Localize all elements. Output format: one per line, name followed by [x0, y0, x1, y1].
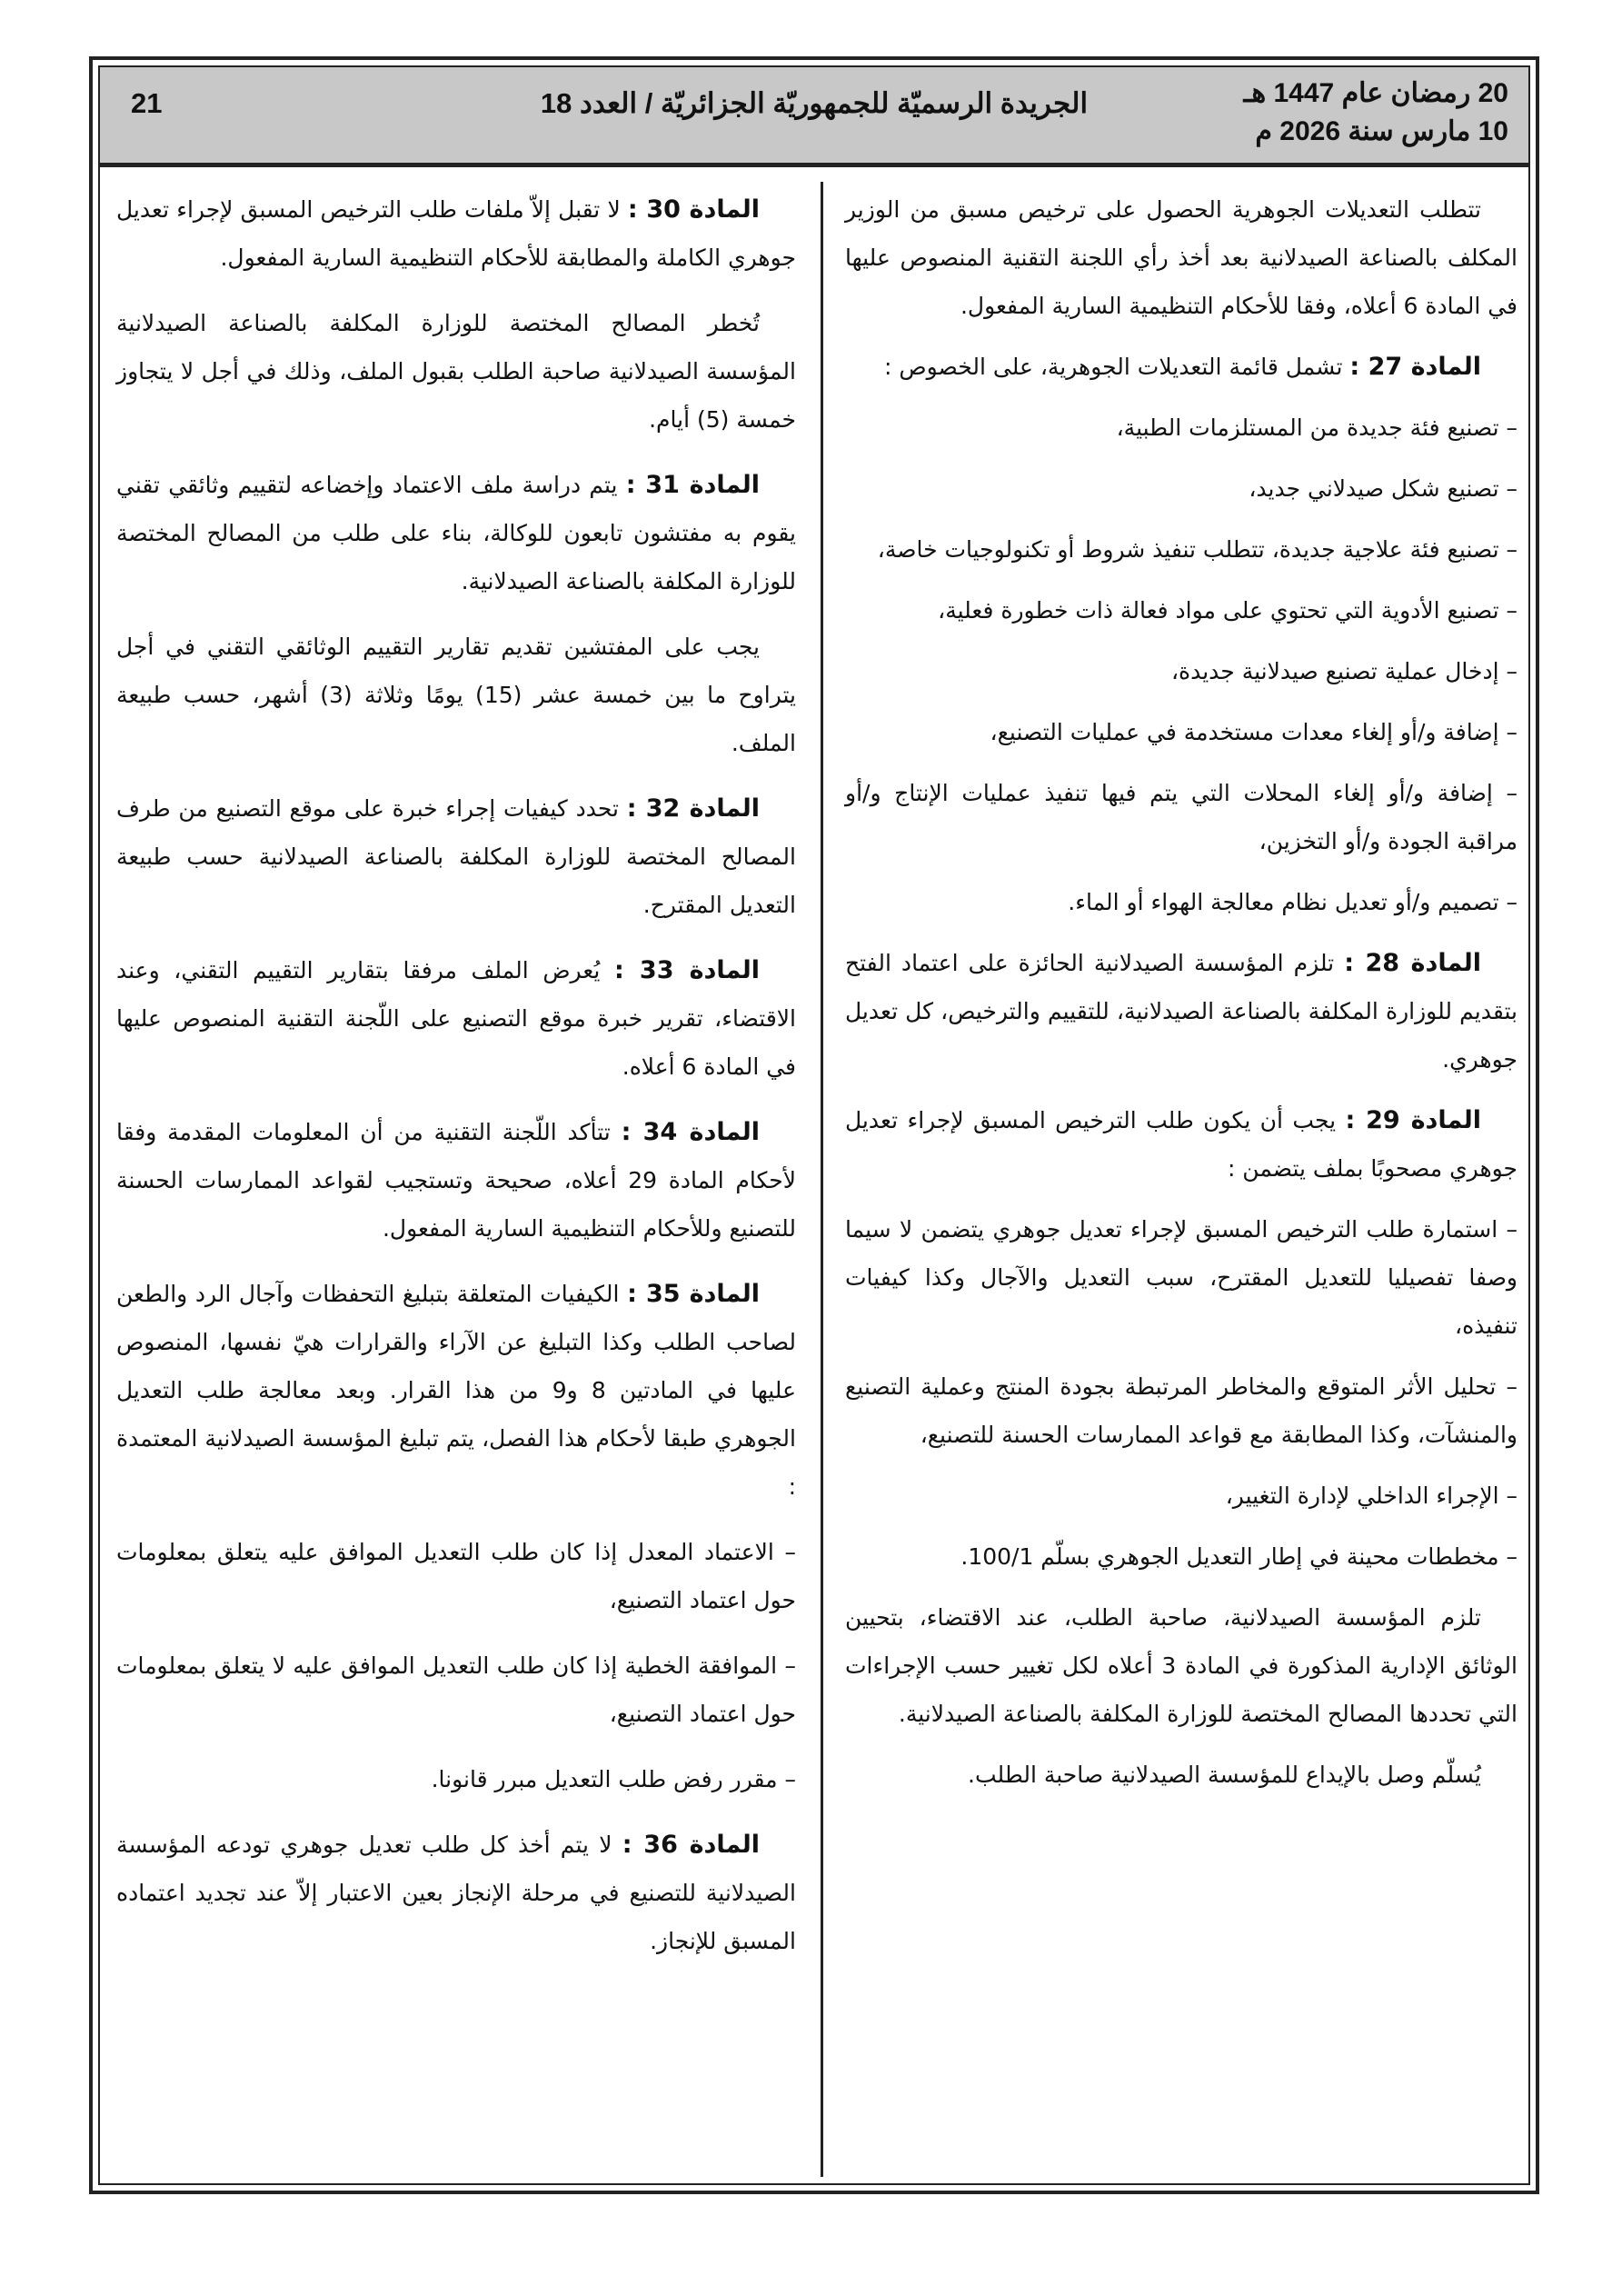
list-item	[845, 878, 1518, 926]
list-item	[845, 404, 1518, 452]
paragraph-text: يُعرض الملف مرفقا بتقارير التقييم التقني، وعند الاقتضاء، تقرير خبرة موقع التصنيع على اللّجنة التقنية المنصوص عليها في المادة 6 أعلاه.	[116, 957, 796, 1080]
paragraph	[845, 1751, 1518, 1799]
article-label: المادة 28 :	[1344, 949, 1481, 977]
list-item	[845, 464, 1518, 513]
article-label: المادة 34 :	[621, 1118, 760, 1146]
paragraph-text: يتم دراسة ملف الاعتماد وإخضاعه لتقييم وثائقي تقني يقوم به مفتشون تابعون للوكالة، بناء على طلب من المصالح المختصة للوزارة المكلفة بالصناعة الصيدلانية.	[116, 472, 796, 594]
paragraph-text: – مقرر رفض طلب التعديل مبرر قانونا.	[431, 1766, 796, 1792]
paragraph-text: تتأكد اللّجنة التقنية من أن المعلومات المقدمة وفقا لأحكام المادة 29 أعلاه، صحيحة وتستجيب لقواعد الممارسات الحسنة للتصنيع وللأحكام التنظيمية السارية المفعول.	[116, 1119, 796, 1242]
paragraph-text: تلزم المؤسسة الصيدلانية الحائزة على اعتماد الفتح بتقديم للوزارة المكلفة بالصناعة الصيدلانية، للتقييم والترخيص، كل تعديل جوهري.	[845, 950, 1518, 1073]
list-item	[116, 1642, 796, 1738]
column-divider	[821, 182, 823, 2177]
paragraph-text: الكيفيات المتعلقة بتبليغ التحفظات وآجال الرد والطعن لصاحب الطلب وكذا التبليغ عن الآراء والقرارات هيّ نفسها، المنصوص عليها في المادتين 8 و9 من هذا القرار. وبعد معالجة طلب التعديل الجوهري طبقا لأحكام هذا الفصل، يتم تبليغ المؤسسة الصيدلانية المعتمدة :	[116, 1281, 796, 1500]
article-label: المادة 32 :	[626, 794, 761, 823]
article-paragraph	[845, 343, 1518, 391]
list-item	[845, 1363, 1518, 1459]
paragraph-text: – تصنيع شكل صيدلاني جديد،	[1249, 475, 1518, 502]
paragraph-text: تُخطر المصالح المختصة للوزارة المكلفة بالصناعة الصيدلانية المؤسسة الصيدلانية صاحبة الطلب بقبول الملف، وذلك في أجل لا يتجاوز خمسة (5) أيام.	[116, 310, 796, 433]
article-label: المادة 30 :	[627, 195, 760, 224]
paragraph-text: تلزم المؤسسة الصيدلانية، صاحبة الطلب، عند الاقتضاء، بتحيين الوثائق الإدارية المذكورة في المادة 3 أعلاه لكل تغيير حسب الإجراءات التي تحددها المصالح المختصة للوزارة المكلفة بالصناعة الصيدلانية.	[845, 1604, 1518, 1727]
paragraph	[845, 1593, 1518, 1738]
paragraph-text: تشمل قائمة التعديلات الجوهرية، على الخصوص :	[884, 354, 1343, 380]
article-paragraph	[845, 939, 1518, 1083]
article-paragraph	[116, 784, 796, 929]
paragraph-text: – إضافة و/أو إلغاء معدات مستخدمة في عمليات التصنيع،	[990, 719, 1518, 745]
list-item	[845, 647, 1518, 695]
list-item	[845, 586, 1518, 634]
paragraph-text: – مخططات محينة في إطار التعديل الجوهري بسلّم 100/1.	[960, 1543, 1518, 1570]
article-paragraph	[116, 185, 796, 282]
date-hijri: 20 رمضان عام 1447 هـ	[1243, 78, 1508, 108]
paragraph-text: – الموافقة الخطية إذا كان طلب التعديل الموافق عليه لا يتعلق بمعلومات حول اعتماد التصنيع،	[116, 1652, 796, 1727]
article-label: المادة 31 :	[625, 471, 761, 499]
paragraph-text: يجب أن يكون طلب الترخيص المسبق لإجراء تعديل جوهري مصحوبًا بملف يتضمن :	[845, 1107, 1518, 1182]
paragraph	[116, 299, 796, 444]
article-paragraph	[845, 1096, 1518, 1193]
paragraph	[116, 623, 796, 767]
article-paragraph	[116, 1270, 796, 1511]
paragraph-text: – استمارة طلب الترخيص المسبق لإجراء تعديل جوهري يتضمن لا سيما وصفا تفصيليا للتعديل المقترح، سبب التعديل والآجال وكذا كيفيات تنفيذه،	[845, 1216, 1518, 1339]
paragraph-text: تحدد كيفيات إجراء خبرة على موقع التصنيع من طرف المصالح المختصة للوزارة المكلفة بالصناعة الصيدلانية حسب طبيعة التعديل المقترح.	[116, 795, 796, 918]
date-gregorian: 10 مارس سنة 2026 م	[1255, 116, 1508, 146]
list-item	[845, 1205, 1518, 1350]
article-label: المادة 36 :	[622, 1831, 761, 1859]
paragraph-text: – تصنيع فئة جديدة من المستلزمات الطبية،	[1116, 414, 1518, 441]
paragraph-text: – إضافة و/أو إلغاء المحلات التي يتم فيها تنفيذ عمليات الإنتاج و/أو مراقبة الجودة و/أو التخزين،	[845, 780, 1518, 854]
list-item	[116, 1755, 796, 1803]
article-paragraph	[116, 1821, 796, 1965]
paragraph	[845, 185, 1518, 330]
paragraph-text: – تصنيع فئة علاجية جديدة، تتطلب تنفيذ شروط أو تكنولوجيات خاصة،	[877, 536, 1518, 563]
paragraph-text: لا يتم أخذ كل طلب تعديل جوهري تودعه المؤسسة الصيدلانية للتصنيع في مرحلة الإنجاز بعين الاعتبار إلاّ عند تجديد اعتماده المسبق للإنجاز.	[116, 1832, 796, 1954]
paragraph-text: تتطلب التعديلات الجوهرية الحصول على ترخيص مسبق من الوزير المكلف بالصناعة الصيدلانية بعد أخذ رأي اللجنة التقنية المنصوص عليها في المادة 6 أعلاه، وفقا للأحكام التنظيمية السارية المفعول.	[845, 196, 1518, 319]
paragraph-text: – الإجراء الداخلي لإدارة التغيير،	[1225, 1482, 1518, 1509]
paragraph-text: يُسلّم وصل بالإيداع للمؤسسة الصيدلانية صاحبة الطلب.	[968, 1762, 1481, 1788]
paragraph-text: – الاعتماد المعدل إذا كان طلب التعديل الموافق عليه يتعلق بمعلومات حول اعتماد التصنيع،	[116, 1539, 796, 1613]
paragraph-text: – تحليل الأثر المتوقع والمخاطر المرتبطة بجودة المنتج وعملية التصنيع والمنشآت، وكذا المطابقة مع قواعد الممارسات الحسنة للتصنيع،	[845, 1373, 1518, 1448]
article-label: المادة 33 :	[614, 956, 761, 984]
paragraph-text: – تصنيع الأدوية التي تحتوي على مواد فعالة ذات خطورة فعلية،	[938, 597, 1518, 624]
right-column	[845, 185, 1518, 1812]
article-paragraph	[116, 1108, 796, 1253]
journal-title: الجريدة الرسميّة للجمهوريّة الجزائريّة / العدد 18	[540, 87, 1089, 119]
article-label: المادة 35 :	[627, 1280, 761, 1308]
list-item	[845, 525, 1518, 574]
paragraph-text: – إدخال عملية تصنيع صيدلانية جديدة،	[1170, 658, 1518, 684]
list-item	[116, 1528, 796, 1624]
article-paragraph	[116, 461, 796, 605]
left-column	[116, 185, 796, 1982]
paragraph-text: – تصميم و/أو تعديل نظام معالجة الهواء أو الماء.	[1068, 889, 1518, 915]
page-number: 21	[131, 87, 163, 119]
paragraph-text: لا تقبل إلاّ ملفات طلب الترخيص المسبق لإجراء تعديل جوهري الكاملة والمطابقة للأحكام التنظيمية السارية المفعول.	[116, 196, 796, 271]
list-item	[845, 769, 1518, 865]
paragraph-text: يجب على المفتشين تقديم تقارير التقييم الوثائقي التقني في أجل يتراوح ما بين خمسة عشر (15) يومًا وثلاثة (3) أشهر، حسب طبيعة الملف.	[116, 634, 796, 756]
list-item	[845, 1532, 1518, 1581]
article-label: المادة 29 :	[1345, 1106, 1482, 1134]
article-label: المادة 27 :	[1349, 353, 1481, 381]
page-header	[100, 67, 1528, 167]
list-item	[845, 708, 1518, 756]
article-paragraph	[116, 946, 796, 1091]
list-item	[845, 1472, 1518, 1520]
